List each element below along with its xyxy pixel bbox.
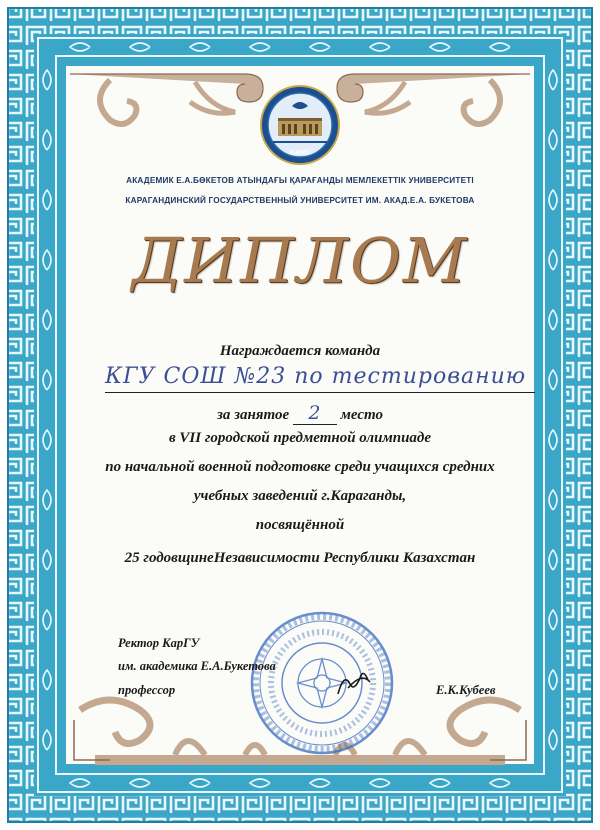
awarded-line: Награждается команда	[219, 343, 381, 359]
place-value-handwritten: 2	[308, 402, 322, 424]
team-name-field	[105, 364, 535, 393]
place-value-field	[293, 402, 337, 425]
university-name-kazakh: АКАДЕМИК Е.А.БӨКЕТОВ АТЫНДАҒЫ ҚАРАҒАНДЫ МЕМЛЕКЕТТІК УНИВЕРСИТЕТІ	[126, 176, 474, 185]
dedicated-line: посвящённой	[255, 517, 345, 533]
place-prefix: за занятое	[216, 407, 290, 423]
place-line	[0, 402, 600, 425]
diploma-title: ДИПЛОМ	[131, 224, 469, 297]
anniversary-line: 25 годовщинеНезависимости Республики Казахстан	[124, 550, 476, 566]
signatory-title-1: Ректор КарГУ	[118, 636, 200, 650]
discipline-line: по начальной военной подготовке среди учащихся средних	[105, 459, 495, 475]
place-suffix: место	[340, 407, 383, 423]
institutions-line: учебных заведений г.Караганды,	[193, 488, 407, 504]
logo-caption: ҚарМУ	[290, 150, 310, 156]
university-name-russian: КАРАГАНДИНСКИЙ ГОСУДАРСТВЕННЫЙ УНИВЕРСИТЕТ ИМ. АКАД.Е.А. БУКЕТОВА	[125, 196, 475, 205]
handwritten-signature	[330, 660, 378, 700]
team-name-handwritten: КГУ СОШ №23 по тестированию	[105, 364, 527, 389]
signatory-title-3: профессор	[118, 683, 176, 697]
signatory-name: Е.К.Кубеев	[436, 683, 496, 697]
signatory-title-2: им. академика Е.А.Букетова	[118, 659, 276, 673]
olympiad-line: в VII городской предметной олимпиаде	[168, 430, 432, 446]
